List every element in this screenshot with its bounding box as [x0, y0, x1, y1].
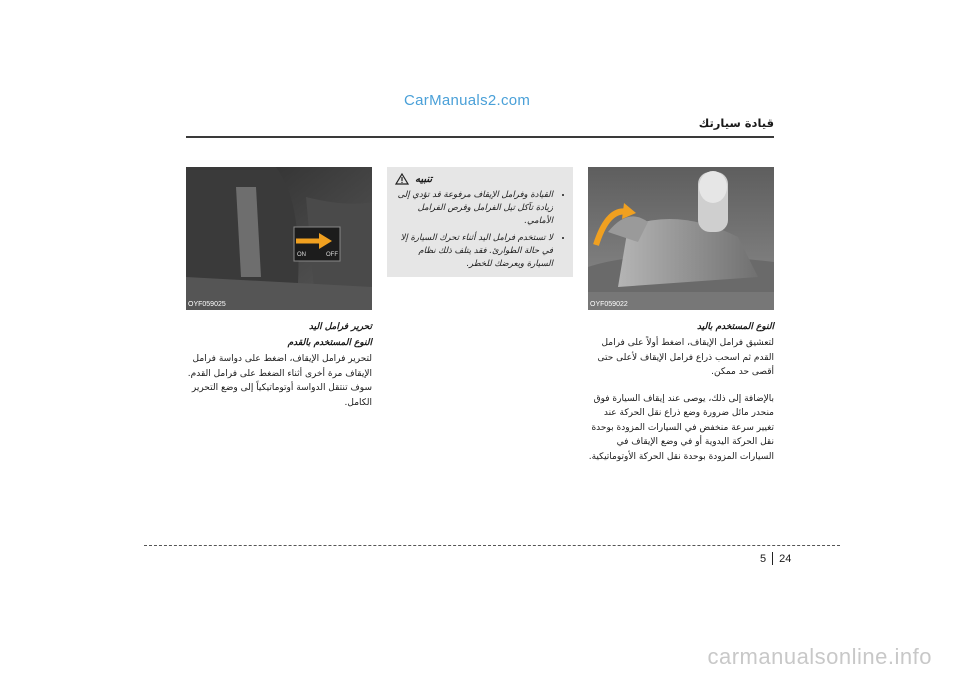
chapter-number: 5	[760, 552, 767, 565]
right-column	[588, 167, 774, 464]
paragraph-release: لتحرير فرامل الإيقاف، اضغط على دواسة فرامل الإيقاف مرة أخرى أثناء الضغط على فرامل القدم. سوف تنتقل الدواسة أوتوماتيكياً إلى وضع التحرير الكامل.	[187, 354, 372, 408]
bottom-rule	[144, 545, 840, 546]
caution-header	[395, 173, 565, 185]
watermark-bottom: carmanualsonline.info	[707, 644, 932, 669]
caution-item: • القيادة وفرامل الإيقاف مرفوعة قد تؤدي إلى زيادة تآكل تيل الفرامل وقرص الفرامل الأمامي.	[395, 189, 553, 228]
left-column	[186, 167, 372, 410]
foot-brake-photo	[186, 167, 372, 310]
watermark-top: CarManuals2.com	[404, 92, 531, 109]
subheading-hand-type: النوع المستخدم باليد	[697, 322, 774, 332]
photo-code: OYF059025	[188, 301, 226, 308]
warning-icon	[395, 173, 409, 185]
caution-item: • لا تستخدم فرامل اليد أثناء تحرك السيارة إلا في حالة الطوارئ. فقد يتلف ذلك نظام السيارة ويعرضك للخطر.	[395, 232, 553, 271]
caution-title: تنبيه	[415, 173, 433, 185]
caution-box	[387, 167, 573, 277]
page-number	[760, 552, 791, 565]
paragraph-engage: لتعشيق فرامل الإيقاف، اضغط أولاً على فرامل القدم ثم اسحب ذراع فرامل الإيقاف لأعلى حتى أقصى حد ممكن.	[597, 338, 774, 377]
subheading-foot-type: النوع المستخدم بالقدم	[287, 338, 372, 348]
hand-brake-illustration	[588, 167, 774, 310]
pedal-on-label: ON	[297, 252, 306, 258]
top-rule	[186, 136, 774, 138]
page-number-value: 24	[779, 552, 792, 565]
caution-list	[395, 189, 565, 271]
photo-code: OYF059022	[590, 301, 628, 308]
subheading-release: تحرير فرامل اليد	[308, 322, 372, 332]
paragraph-slope: بالإضافة إلى ذلك، يوصى عند إيقاف السيارة فوق منحدر مائل ضرورة وضع ذراع نقل الحركة عند تغيير سرعة منخفض في السيارات المزودة بوحدة نقل الحركة اليدوية أو في وضع الإيقاف في السيارات المزودة بوحدة نقل الحركة الأوتوماتيكية.	[588, 393, 774, 462]
hand-brake-photo	[588, 167, 774, 310]
page-separator	[772, 552, 773, 565]
foot-brake-illustration	[186, 167, 372, 310]
section-title: قيادة سيارتك	[698, 116, 774, 130]
pedal-off-label: OFF	[326, 252, 338, 258]
